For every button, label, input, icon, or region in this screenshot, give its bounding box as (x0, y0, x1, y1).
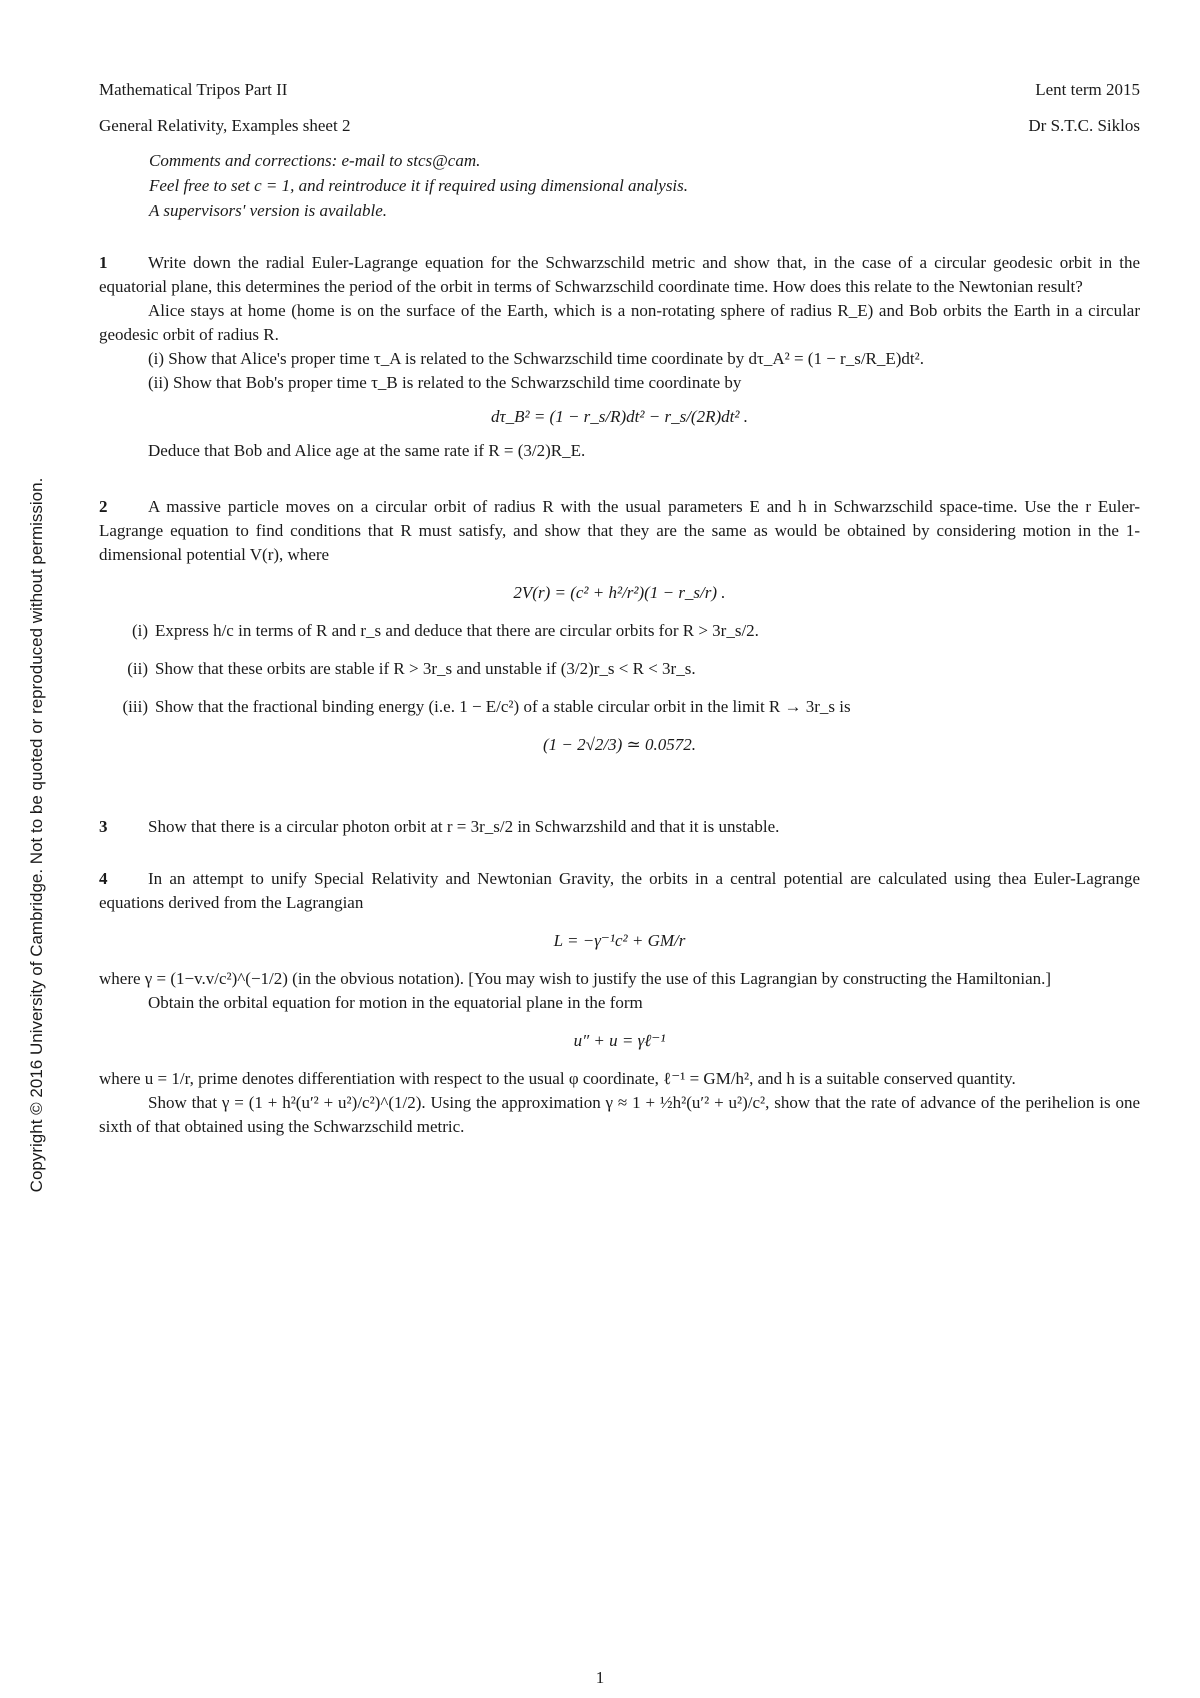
question-2 (99, 495, 1140, 757)
item-text: Show that the fractional binding energy (i.e. 1 − E/c²) of a stable circular orbit in the limit R → 3r_s is (155, 697, 851, 716)
course-name: Mathematical Tripos Part II (99, 80, 288, 99)
q4-equation-2: u″ + u = γℓ⁻¹ (573, 1031, 666, 1050)
list-item (99, 657, 1140, 681)
question-3 (99, 815, 1140, 839)
q1-intro: Write down the radial Euler-Lagrange equation for the Schwarzschild metric and show that, in the case of a circular geodesic orbit in the equatorial plane, this determines the period of the orbit in terms of Schwarzschild coordinate time. How does this relate to the Newtonian result? (99, 253, 1140, 296)
note-supervisors: A supervisors' version is available. (149, 201, 387, 220)
q3-text: Show that there is a circular photon orbit at r = 3r_s/2 in Schwarzshild and that it is unstable. (148, 817, 780, 836)
item-label: (iii) (122, 697, 148, 716)
q1-equation: dτ_B² = (1 − r_s/R)dt² − r_s/(2R)dt² . (491, 407, 748, 426)
item-text: Express h/c in terms of R and r_s and deduce that there are circular orbits for R > 3r_s/2. (155, 621, 759, 640)
list-item (99, 695, 1140, 719)
copyright-notice: Copyright © 2016 University of Cambridge. Not to be quoted or reproduced without permission. (27, 477, 46, 1193)
list-item (99, 619, 1140, 643)
header-row-1 (99, 78, 1140, 102)
q2-equation-2: (1 − 2√2/3) ≃ 0.0572. (542, 735, 697, 754)
term: Lent term 2015 (1035, 80, 1140, 99)
header-row-2 (99, 114, 1140, 138)
question-number: 1 (99, 253, 108, 272)
q4-equation: L = −γ⁻¹c² + GM/r (553, 931, 686, 950)
q4-after-equation: where γ = (1−v.v/c²)^(−1/2) (in the obvious notation). [You may wish to justify the use of this Lagrangian by constructing the Hamiltonian.] (99, 969, 1052, 988)
q1-deduce: Deduce that Bob and Alice age at the same rate if R = (3/2)R_E. (148, 441, 586, 460)
question-1 (99, 251, 1140, 463)
questions (99, 251, 1140, 1139)
q4-where: where u = 1/r, prime denotes differentiation with respect to the usual φ coordinate, ℓ⁻¹ = GM/h², and h is a suitable conserved quantity. (99, 1069, 1016, 1088)
page-number: 1 (595, 1668, 605, 1687)
q1-part-i: (i) Show that Alice's proper time τ_A is related to the Schwarzschild time coordinate by dτ_A² = (1 − r_s/R_E)dt². (148, 349, 924, 368)
item-text: Show that these orbits are stable if R > 3r_s and unstable if (3/2)r_s < R < 3r_s. (155, 659, 696, 678)
item-label: (ii) (127, 659, 148, 678)
question-number: 2 (99, 497, 108, 516)
note-units: Feel free to set c = 1, and reintroduce it if required using dimensional analysis. (149, 176, 689, 195)
q2-intro: A massive particle moves on a circular orbit of radius R with the usual parameters E and h in Schwarzschild space-time. Use the r Euler-Lagrange equation to find conditions that R must satisfy, and show that they are the same as would be obtained by considering motion in the 1-dimensional potential V(r), where (99, 497, 1140, 564)
author: Dr S.T.C. Siklos (1028, 116, 1140, 135)
question-number: 3 (99, 817, 108, 836)
notes-block (149, 149, 688, 224)
question-4 (99, 867, 1140, 1139)
q4-intro: In an attempt to unify Special Relativity and Newtonian Gravity, the orbits in a central potential are calculated using thea Euler-Lagrange equations derived from the Lagrangian (99, 869, 1140, 912)
q4-obtain: Obtain the orbital equation for motion in the equatorial plane in the form (148, 993, 643, 1012)
note-comments: Comments and corrections: e-mail to stcs@cam. (149, 151, 481, 170)
q1-para2: Alice stays at home (home is on the surface of the Earth, which is a non-rotating sphere of radius R_E) and Bob orbits the Earth in a circular geodesic orbit of radius R. (99, 301, 1140, 344)
item-label: (i) (131, 621, 148, 640)
sheet-title: General Relativity, Examples sheet 2 (99, 116, 351, 135)
q1-part-ii: (ii) Show that Bob's proper time τ_B is related to the Schwarzschild time coordinate by (148, 373, 742, 392)
question-number: 4 (99, 869, 108, 888)
q2-equation: 2V(r) = (c² + h²/r²)(1 − r_s/r) . (513, 583, 726, 602)
q4-show: Show that γ = (1 + h²(u′² + u²)/c²)^(1/2). Using the approximation γ ≈ 1 + ½h²(u′² + u²)/c², show that the rate of advance of the perihelion is one sixth of that obtained using the Schwarzschild metric. (99, 1093, 1140, 1136)
